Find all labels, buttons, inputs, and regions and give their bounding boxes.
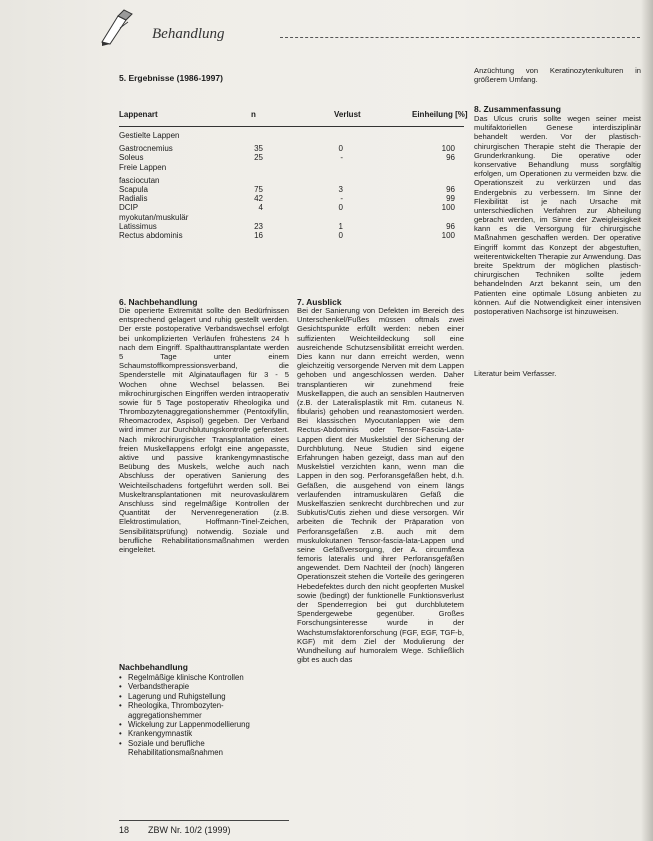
- list-item: • Lagerung und Ruhigstellung: [119, 692, 289, 701]
- outlook-heading: 7. Ausblick: [297, 297, 342, 307]
- table-row: [119, 194, 464, 203]
- cell-loss: -: [340, 194, 343, 204]
- cell-loss: 1: [338, 221, 343, 231]
- outlook-text: Bei der Sanierung von Defekten im Bereich des Unterschenkel/Fußes müssen oftmals zwei Gesichtspunkte erfüllt werden: neben einer suffizienten Weichteildeckung soll eine ausreichende Schutzsensibilität erreicht werden. Dies kann nur dann erreicht werden, wenn gleichzeitig versorgende Nerven mit dem Lappen gehoben und angeschlossen werden. Daher transplantieren wir zunehmend freie Muskellappen, die auch an sensiblen Hautnerven (z.B. der Lateralisplastik mit Rm. cutaneus N. fibularis) gehoben und reanastomosiert werden. Bei klassischen Myocutanlappen wie dem Rectus-Abdominis oder Tensor-Fascia-Lata-Lappen dient der Muskelstiel der Sicherung der Durchblutung. Neue Studien sind eigene Erfahrungen haben gezeigt, dass man auf den Muskelstiel verzichten kann, wenn man die Lappen in den sog. Perforansgefäßen hebt, d.h. Gefäßen, die ausgehend von einem längs verlaufenden intramuskulären Gefäß die Muskelfaszien senkrecht durchbrechen und zur Subkutis/Cutis ziehen und diese versorgen. Wir arbeiten die Technik der Präparation von Perforansgefäßen z.B. auch mit dem muskulokutanen Tensor-fascia-lata-Lappen und seine Gefäßversorgung, der A. circumflexa femoris lateralis und ihrer Perforansgefäßen angewendet. Dem Nachteil der (noch) längeren Operationszeit stehen die Vorteile des geringeren Hebedefektes durch den nicht geopferten Muskel sowie (bedingt) der funktionelle Funktionsverlust der Spenderregion bei gut durchblutetem Spendergewebe gegenüber. Großes Forschungsinteresse wurde in der Wachstumsfaktorenforschung (FGF, EGF, TGF-b, KGF) mit dem Ziel der Modulierung der Wundheilung auf humoralem Wege. Schließlich gibt es auch das: [297, 306, 464, 665]
- list-item: • Soziale und berufliche Rehabilitationsmaßnahmen: [119, 739, 289, 758]
- table-row: [119, 222, 464, 231]
- pen-logo-icon: [98, 8, 148, 48]
- row-label: Freie Lappen: [119, 162, 167, 172]
- cell-loss: -: [340, 153, 343, 163]
- table-row: [119, 144, 464, 153]
- page-number: 18: [119, 825, 130, 835]
- list-item: • Rheologika, Thrombozyten-aggregationshemmer: [119, 701, 289, 720]
- list-item: • Verbandstherapie: [119, 682, 289, 691]
- footer-rule: [119, 820, 289, 821]
- list-item: • Wickelung zur Lappenmodellierung: [119, 720, 289, 729]
- row-label: Latissimus: [119, 221, 157, 231]
- col-header-heal: Einheilung [%]: [412, 110, 468, 119]
- aftercare-heading: 6. Nachbehandlung: [119, 297, 198, 307]
- table-header: [119, 110, 468, 124]
- results-table: [119, 110, 468, 240]
- cell-loss: 3: [338, 184, 343, 194]
- cell-heal: 99: [446, 194, 455, 204]
- header-title: Behandlung: [152, 26, 225, 42]
- cell-n: 25: [254, 153, 263, 163]
- cell-n: 23: [254, 221, 263, 231]
- table-rule: [119, 126, 464, 127]
- table-row: [119, 213, 464, 222]
- summary-heading: 8. Zusammenfassung: [474, 104, 561, 114]
- cell-heal: 96: [446, 184, 455, 194]
- results-heading: 5. Ergebnisse (1986-1997): [119, 73, 223, 83]
- aftercare-list-heading: Nachbehandlung: [119, 662, 188, 672]
- table-group-row: [119, 163, 464, 172]
- list-item: • Regelmäßige klinische Kontrollen: [119, 673, 289, 682]
- list-item: • Krankengymnastik: [119, 729, 289, 738]
- cell-n: 75: [254, 184, 263, 194]
- cell-n: 35: [254, 144, 263, 154]
- table-row: [119, 231, 464, 240]
- row-label: Rectus abdominis: [119, 230, 183, 240]
- cell-loss: 0: [338, 230, 343, 240]
- row-label: Scapula: [119, 184, 148, 194]
- header-rule: [280, 37, 640, 38]
- row-label: myokutan/muskulär: [119, 212, 189, 222]
- cell-heal: 100: [441, 203, 455, 213]
- cell-n: 42: [254, 194, 263, 204]
- cell-heal: 96: [446, 221, 455, 231]
- table-group-row: [119, 131, 464, 140]
- cell-n: 4: [258, 203, 263, 213]
- row-label: DCIP: [119, 203, 139, 213]
- row-label: Gestielte Lappen: [119, 131, 180, 140]
- aftercare-text: Die operierte Extremität sollte den Bedürfnissen entsprechend gelagert und ruhig gestellt werden. Der erste postoperative Verbandswechsel erfolgt bei unkomplizierten Verläufen frühestens 24 h nach dem Eingriff. Spalthauttransplantate werden 5 Tage unter einem Schaumstoffkompressionsverband, die Spenderstelle mit Alginatauflagen für 3 - 5 Wochen ohne Wechsel belassen. Bei mikrochirurgischen Eingriffen werden intraoperativ sowie für 5 Tage postoperativ Rheologika und Thrombozytenaggregationshemmer (Pentoxifyllin, Rheomacrodex, Aspisol) gegeben. Der Verband wird immer zur Durchblutungskontrolle gefenstert. Nach mikrochirurgischer Transplantation eines freien Muskellappens erfolgt eine angepasste, aktive und passive krankengymnastische Beübung des Muskels, welche auch nach Abschluss der operativen Sanierung des Weichteilschadens fortgeführt werden soll. Bei Muskeltransplantationen mit neurovaskulärem Anschluss sind regelmäßige Kontrollen der Quantität der Nervenregeneration (z.B. Elektrostimulation, Hoffmann-Tinel-Zeichen, Sensibilitätsprüfung) notwendig. Soziale und berufliche Rehabilitationsmaßnahmen werden eingeleitet.: [119, 306, 289, 554]
- cell-loss: 0: [338, 144, 343, 154]
- table-body: [119, 131, 464, 240]
- journal-reference: ZBW Nr. 10/2 (1999): [148, 825, 231, 835]
- cell-loss: 0: [338, 203, 343, 213]
- cell-heal: 100: [441, 144, 455, 154]
- row-label: Radialis: [119, 194, 148, 204]
- table-row: [119, 176, 464, 185]
- col-header-loss: Verlust: [334, 110, 361, 119]
- page-edge-shadow: [641, 0, 653, 841]
- row-label: fasciocutan: [119, 175, 160, 185]
- summary-footnote: Literatur beim Verfasser.: [474, 369, 557, 378]
- col-header-type: Lappenart: [119, 110, 158, 119]
- table-row: [119, 153, 464, 162]
- table-row: [119, 185, 464, 194]
- row-label: Soleus: [119, 153, 144, 163]
- summary-intro: Anzüchtung von Keratinozytenkulturen in größerem Umfang.: [474, 66, 641, 85]
- summary-text: Das Ulcus cruris sollte wegen seiner meist multifaktoriellen Genese interdisziplinär behandelt werden. Vor der plastisch-chirurgischen Therapie steht die Therapie der Grunderkrankung. Die operative oder konservative Behandlung muss sorgfältig erfolgen, um Operationen zu vermeiden bzw. die Operationszeit zu verkürzen und das Endergebnis zu verbessern. Im Sinne der Flexibilität ist je nach Ursache mit unterschiedlichen Verfahren zur Abheilung gebracht werden, im Sinne der Zweigleisigkeit kann es die Versorgung für chirurgische Maßnahmen geschaffen werden. Der operative Eingriff kommt das Konzept der abgestuften, weiterentwickelten Therapie zur Anwendung. Das breite Spektrum der möglichen plastisch-chirurgischen Techniken sollte jedem behandelnden Arzt bekannt sein, um den Patienten eine optimale Lösung anbieten zu können. Auf die Notwendigkeit einer intensiven postoperativen Nachsorge ist hinzuweisen.: [474, 114, 641, 316]
- cell-heal: 96: [446, 153, 455, 163]
- col-header-n: n: [251, 110, 256, 119]
- aftercare-list: [119, 673, 289, 758]
- cell-n: 16: [254, 230, 263, 240]
- cell-heal: 100: [441, 230, 455, 240]
- table-row: [119, 203, 464, 212]
- row-label: Gastrocnemius: [119, 144, 173, 154]
